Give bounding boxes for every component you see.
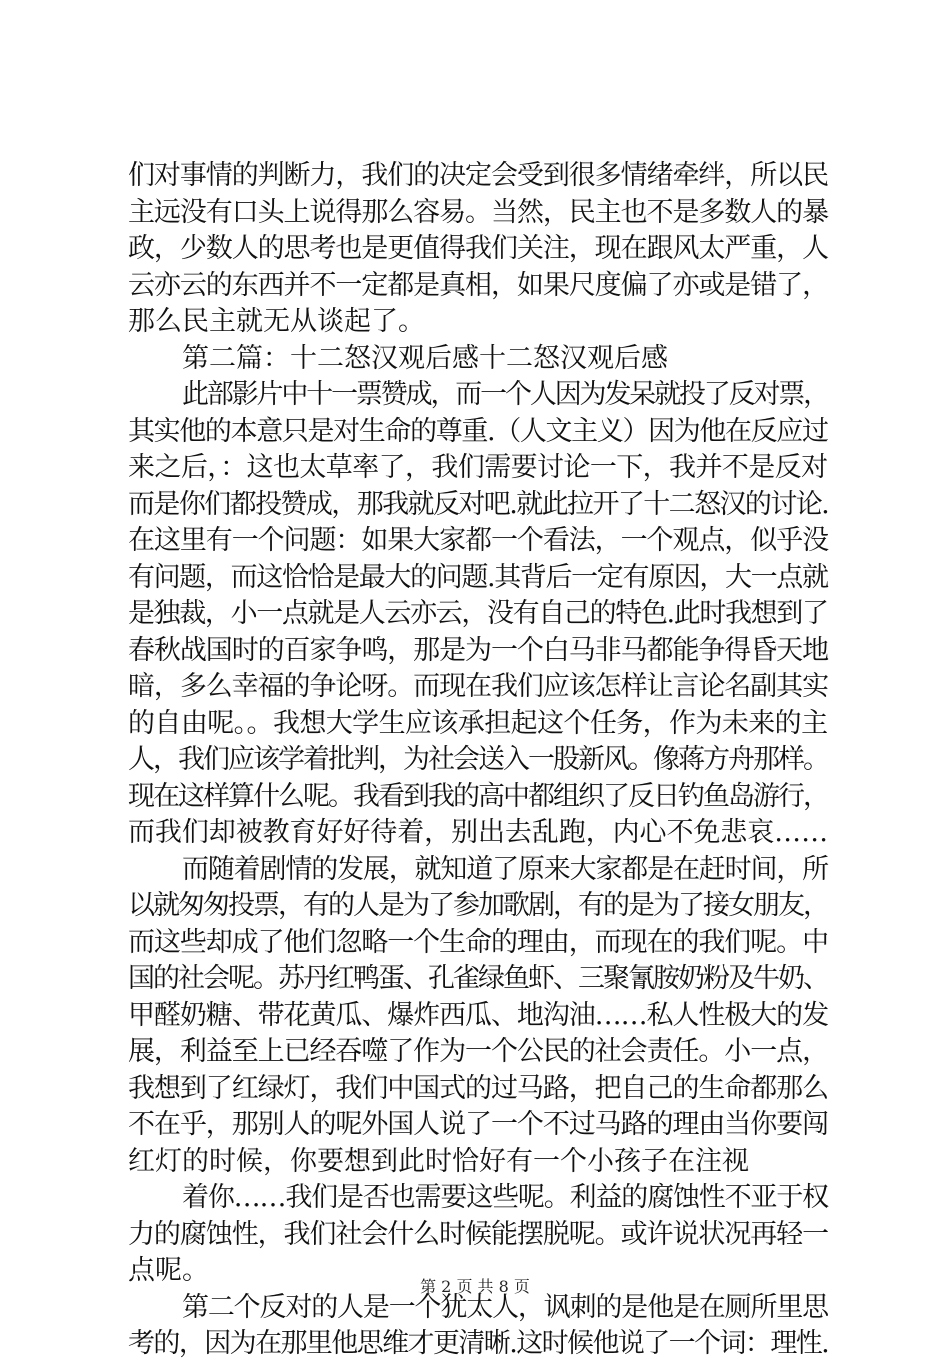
document-body (128, 158, 828, 1363)
text-line: 考的，因为在那里他思维才更清晰.这时候他说了一个词：理性. (128, 1328, 829, 1359)
text-line: 此部影片中十一票赞成，而一个人因为发呆就投了反对票， (182, 379, 828, 410)
text-line: 现在这样算什么呢。我看到我的高中都组织了反日钓鱼岛游行， (128, 780, 828, 812)
text-line: 展，利益至上已经吞噬了作为一个公民的社会责任。小一点， (128, 1036, 828, 1067)
text-line: 的自由呢。。我想大学生应该承担起这个任务，作为未来的主 (128, 707, 828, 739)
text-line: 红灯的时候，你要想到此时恰好有一个小孩子在注视 (128, 1145, 749, 1177)
text-line: 在这里有一个问题：如果大家都一个看法，一个观点，似乎没 (128, 525, 828, 556)
text-line: 甲醛奶糖、带花黄瓜、爆炸西瓜、地沟油……私人性极大的发 (128, 999, 828, 1031)
text-line: 着你……我们是否也需要这些呢。利益的腐蚀性不亚于权 (182, 1182, 828, 1213)
text-line: 主远没有口头上说得那么容易。当然，民主也不是多数人的暴 (128, 196, 828, 228)
page-footer: 第 2 页 共 8 页 (420, 1277, 530, 1296)
text-line: 那么民主就无从谈起了。 (128, 306, 425, 337)
text-line: 而随着剧情的发展，就知道了原来大家都是在赶时间，所 (182, 853, 828, 885)
text-line: 而这些却成了他们忽略一个生命的理由，而现在的我们呢。中 (128, 926, 828, 958)
text-line: 不在乎，那别人的呢外国人说了一个不过马路的理由当你要闯 (128, 1109, 828, 1140)
text-line: 政，少数人的思考也是更值得我们关注，现在跟风太严重，人 (128, 233, 828, 264)
text-line: 点呢。 (128, 1255, 209, 1286)
text-line: 而我们却被教育好好待着，别出去乱跑，内心不免悲哀…… (128, 817, 828, 848)
text-line: 我想到了红绿灯，我们中国式的过马路，把自己的生命都那么 (128, 1072, 828, 1104)
text-line: 其实他的本意只是对生命的尊重.（人文主义）因为他在反应过 (128, 415, 828, 447)
text-line: 人，我们应该学着批判，为社会送入一股新风。像蒋方舟那样。 (128, 744, 828, 775)
text-line: 暗，多么幸福的争论呀。而现在我们应该怎样让言论名副其实 (128, 671, 828, 702)
text-line: 们对事情的判断力，我们的决定会受到很多情绪牵绊，所以民 (128, 160, 828, 191)
text-line: 以就匆匆投票，有的人是为了参加歌剧，有的是为了接女朋友， (128, 890, 828, 921)
text-line: 有问题，而这恰恰是最大的问题.其背后一定有原因，大一点就 (128, 561, 828, 593)
text-line: 第二个反对的人是一个犹太人，讽刺的是他是在厕所里思 (182, 1291, 828, 1323)
text-line: 第二篇：十二怒汉观后感十二怒汉观后感 (182, 342, 668, 374)
text-line: 是独裁，小一点就是人云亦云，没有自己的特色.此时我想到了 (128, 598, 828, 629)
text-line: 而是你们都投赞成，那我就反对吧.就此拉开了十二怒汉的讨论. (128, 488, 829, 520)
text-line: 力的腐蚀性，我们社会什么时候能摆脱呢。或许说状况再轻一 (128, 1218, 828, 1250)
text-line: 国的社会呢。苏丹红鸭蛋、孔雀绿鱼虾、三聚氰胺奶粉及牛奶、 (128, 963, 828, 994)
text-line: 云亦云的东西并不一定都是真相，如果尺度偏了亦或是错了， (128, 269, 828, 301)
text-line: 春秋战国时的百家争鸣，那是为一个白马非马都能争得昏天地 (128, 634, 828, 666)
text-line: 来之后，：这也太草率了，我们需要讨论一下，我并不是反对 (128, 452, 828, 483)
